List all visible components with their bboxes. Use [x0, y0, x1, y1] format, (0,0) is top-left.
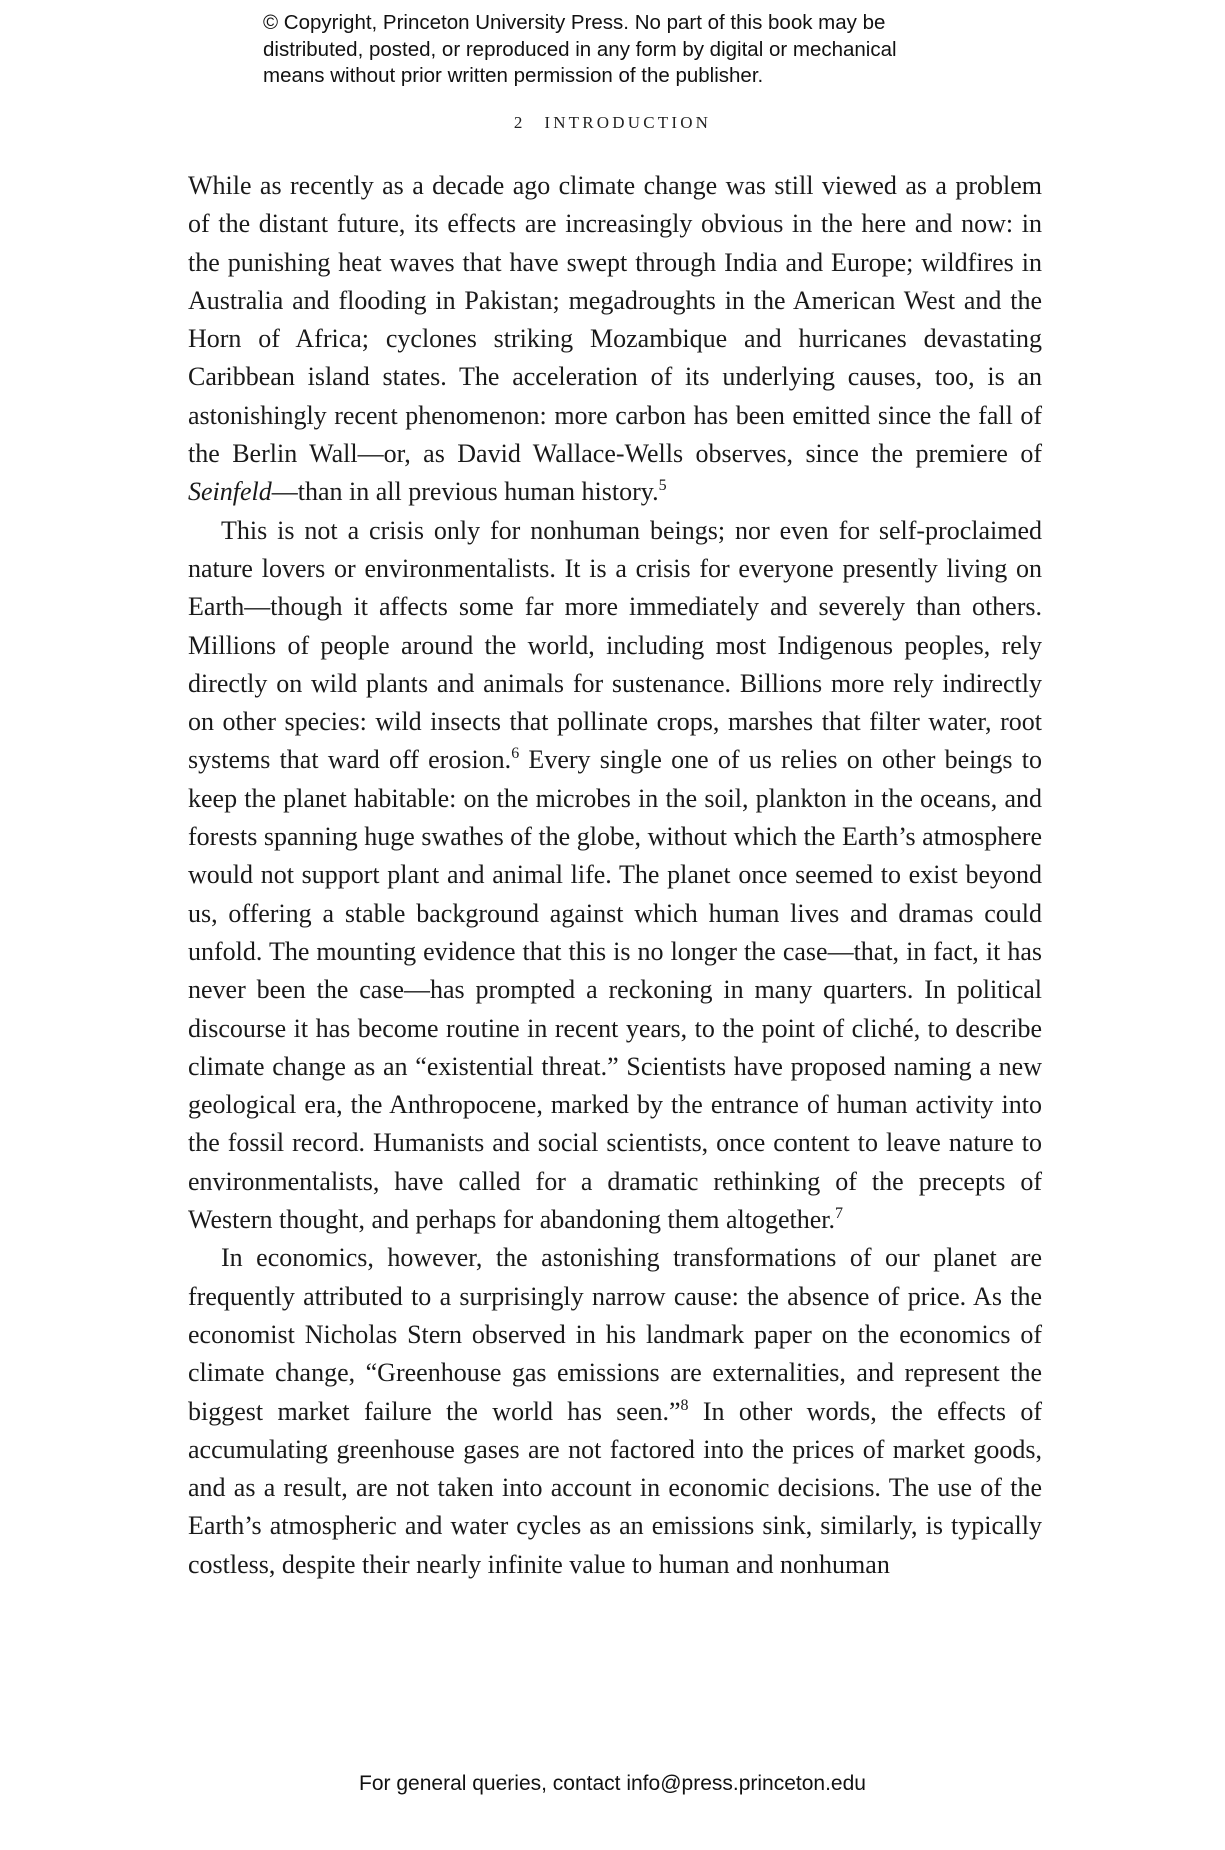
- copyright-line: means without prior written permission of the publisher.: [263, 64, 764, 87]
- footnote-ref[interactable]: 6: [511, 745, 520, 763]
- paragraph-text: Every single one of us relies on other beings to keep the planet habitable: on the microbes in the soil, plankton in the oceans, and forests spanning huge swathes of the globe, without which the Earth’s atmosphere would not support plant and animal life. The planet once seemed to exist beyond us, offering a stable background against which human lives and dramas could unfold. The mounting evidence that this is no longer the case—that, in fact, it has never been the case—has prompted a reckoning in many quarters. In political discourse it has become routine in recent years, to the point of cliché, to describe climate change as an “existential threat.” Scientists have proposed naming a new geological era, the Anthropocene, marked by the entrance of human activity into the fossil record. Humanists and social scientists, once content to leave nature to environmentalists, have called for a dramatic rethinking of the precepts of Western thought, and perhaps for abandoning them altogether.: [188, 745, 1042, 1235]
- body-text: [188, 167, 1042, 1584]
- paragraph-text: In other words, the effects of accumulating greenhouse gases are not factored into the prices of market goods, and as a result, are not taken into account in economic decisions. The use of the Earth’s atmospheric and water cycles as an emissions sink, similarly, is typically costless, despite their nearly infinite value to human and nonhuman: [188, 1396, 1042, 1579]
- footnote-ref[interactable]: 8: [680, 1396, 689, 1414]
- page-number: 2: [513, 113, 523, 132]
- paragraph-text: In economics, however, the astonishing transformations of our planet are frequently attributed to a surprisingly narrow cause: the absence of price. As the economist Nicholas Stern observed in his landmark paper on the economics of climate change, “Greenhouse gas emissions are externalities, and represent the biggest market failure the world has seen.”: [188, 1243, 1042, 1426]
- copyright-line: distributed, posted, or reproduced in any form by digital or mechanical: [263, 37, 897, 61]
- paragraph-text: While as recently as a decade ago climate change was still viewed as a problem of the distant future, its effects are increasingly obvious in the here and now: in the punishing heat waves that have swept through India and Europe; wildfires in Australia and flooding in Pakistan; megadroughts in the American West and the Horn of Africa; cyclones striking Mozambique and hurricanes devastating Caribbean island states. The acceleration of its underlying causes, too, is an astonishingly recent phenomenon: more carbon has been emitted since the fall of the Berlin Wall—or, as David Wallace-Wells observes, since the premiere of: [188, 171, 1042, 469]
- paragraph-1: [188, 167, 1042, 512]
- running-head: [0, 113, 1225, 133]
- paragraph-3: [188, 1239, 1042, 1584]
- paragraph-text: —than in all previous human history.: [271, 477, 659, 507]
- italic-title: Seinfeld: [188, 477, 272, 507]
- footer-contact: For general queries, contact info@press.princeton.edu: [359, 1772, 866, 1795]
- copyright-line: © Copyright, Princeton University Press. No part of this book may be: [263, 11, 886, 34]
- section-title: INTRODUCTION: [544, 113, 712, 132]
- footnote-ref[interactable]: 7: [835, 1205, 844, 1223]
- paragraph-text: This is not a crisis only for nonhuman beings; nor even for self-proclaimed nature lovers or environmentalists. It is a crisis for everyone presently living on Earth—though it affects some far more immediately and severely than others. Millions of people around the world, including most Indigenous peoples, rely directly on wild plants and animals for sustenance. Billions more rely indirectly on other species: wild insects that pollinate crops, marshes that filter water, root systems that ward off erosion.: [188, 515, 1042, 775]
- copyright-notice: [263, 10, 1023, 90]
- paragraph-2: [188, 512, 1042, 1240]
- footnote-ref[interactable]: 5: [658, 477, 667, 495]
